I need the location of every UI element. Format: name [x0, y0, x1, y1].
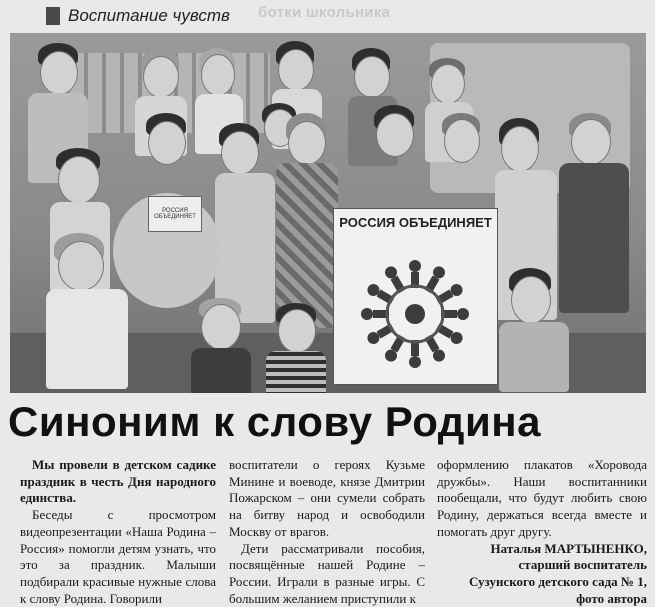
article-lead: Мы провели в детском садике праздник в честь Дня народного единства.: [20, 457, 216, 506]
article-paragraph: Беседы с просмотром видеопрезентации «Наша Родина – Россия» помогли детям узнать, что это за праздник. Малыши подбирали красивые нужные слова к слову Родина. Говорили: [20, 507, 216, 606]
sign-card-text: РОССИЯ ОБЪЕДИНЯЕТ: [154, 208, 196, 220]
author-place: Сузунского детского сада № 1,: [468, 573, 647, 589]
article-paragraph: Дети рассматривали пособия, посвящённые нашей Родине – России. Играли в разные игры. С большим желанием приступили к: [229, 540, 425, 606]
article-paragraph: воспитатели о героях Кузьме Минине и воеводе, князе Дмитрии Пожарском – они сумели собрать на битву народ и освободили Москву от врагов.: [229, 457, 425, 539]
sign-card: [148, 196, 202, 232]
article-column-3: [437, 457, 647, 607]
article-column-2: [229, 457, 425, 607]
rubric-marker: [46, 7, 60, 25]
rubric-title: Воспитание чувств: [68, 6, 230, 25]
rubric-header: [46, 4, 246, 28]
article-paragraph: оформлению плакатов «Хоровода дружбы». Наши воспитанники пообещали, что будут любить свою Родину, держаться всегда вместе и помогать друг другу.: [437, 457, 647, 539]
article-photo: [10, 33, 646, 393]
article-headline: Синоним к слову Родина: [8, 398, 542, 445]
author-role: старший воспитатель: [518, 557, 647, 573]
poster-circle-dance-illustration: [344, 254, 487, 374]
article-column-1: [20, 457, 216, 607]
poster-title: РОССИЯ ОБЪЕДИНЯЕТ: [339, 215, 492, 230]
poster: [333, 208, 498, 385]
photo-credit: фото автора: [576, 590, 647, 606]
bleed-through-text: ботки школьника: [258, 4, 391, 21]
author-name: Наталья МАРТЫНЕНКО,: [490, 540, 647, 556]
